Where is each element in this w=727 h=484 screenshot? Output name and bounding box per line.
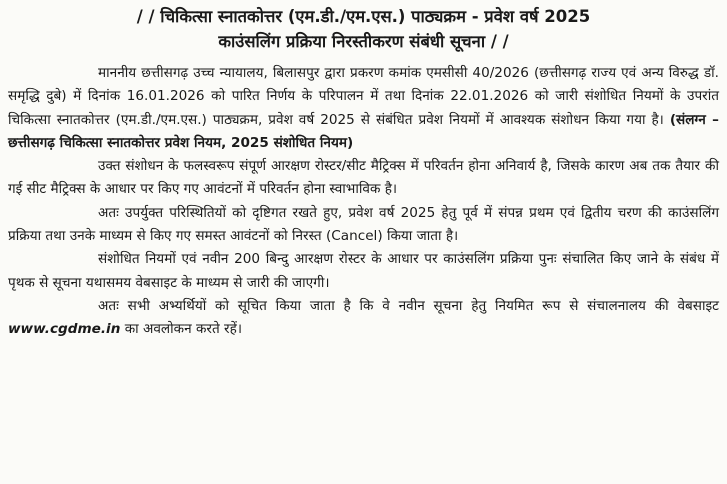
paragraph-reconduct: संशोधित नियमों एवं नवीन 200 बिन्दु आरक्षण रोस्टर के आधार पर काउंसलिंग प्रक्रिया पुनः संचालित किए जाने के संबंध में पृथक से सूचना यथासमय वेबसाइट के माध्यम से जारी की जाएगी। bbox=[8, 251, 719, 291]
notice-title-line-2: काउंसलिंग प्रक्रिया निरस्तीकरण संबंधी सूचना / / bbox=[218, 32, 509, 51]
paragraph-court-order bbox=[8, 62, 719, 155]
notice-body bbox=[8, 62, 719, 342]
advice-text-after: का अवलोकन करते रहें। bbox=[124, 321, 242, 338]
attachment-reference: (संलग्न – छत्तीसगढ़ चिकित्सा स्नातकोत्तर प्रवेश नियम, 2025 संशोधित नियम) bbox=[8, 111, 719, 151]
notice-title-line-1: / / चिकित्सा स्नातकोत्तर (एम.डी./एम.एस.) पाठ्यक्रम - प्रवेश वर्ष 2025 bbox=[136, 7, 591, 26]
paragraph-roster-change: उक्त संशोधन के फलस्वरूप संपूर्ण आरक्षण रोस्टर/सीट मैट्रिक्स में परिवर्तन होना अनिवार्य है, जिसके कारण अब तक तैयार की गई सीट मैट्रिक्स के आधार पर किए गए आवंटनों में परिवर्तन होना स्वाभाविक है। bbox=[8, 158, 719, 198]
paragraph-candidates-advice bbox=[8, 295, 719, 342]
website-link[interactable]: www.cgdme.in bbox=[8, 321, 121, 338]
paragraph-cancellation: अतः उपर्युक्त परिस्थितियों को दृष्टिगत रखते हुए, प्रवेश वर्ष 2025 हेतु पूर्व में संपन्न प्रथम एवं द्वितीय चरण की काउंसलिंग प्रक्रिया तथा उनके माध्यम से किए गए समस्त आवंटनों को निरस्त (Cancel) किया जाता है। bbox=[8, 204, 719, 245]
paragraph-court-order-text: माननीय छत्तीसगढ़ उच्च न्यायालय, बिलासपुर द्वारा प्रकरण कमांक एमसीसी 40/2026 (छत्तीसगढ़ राज्य एवं अन्य विरुद्ध डॉ. समृद्धि दुबे) में दिनांक 16.01.2026 को पारित निर्णय के परिपालन में तथा दिनांक 22.01.2026 को जारी संशोधित नियमों के उपरांत चिकित्सा स्नातकोत्तर (एम.डी./एम.एस.) पाठ्यक्रम, प्रवेश वर्ष 2025 से संबंधित प्रवेश नियमों में आवश्यक संशोधन किया गया है। bbox=[8, 65, 719, 128]
notice-title bbox=[8, 4, 719, 54]
advice-text-before: अतः सभी अभ्यर्थियों को सूचित किया जाता है कि वे नवीन सूचना हेतु नियमित रूप से संचालनालय की वेबसाइट bbox=[98, 297, 719, 314]
